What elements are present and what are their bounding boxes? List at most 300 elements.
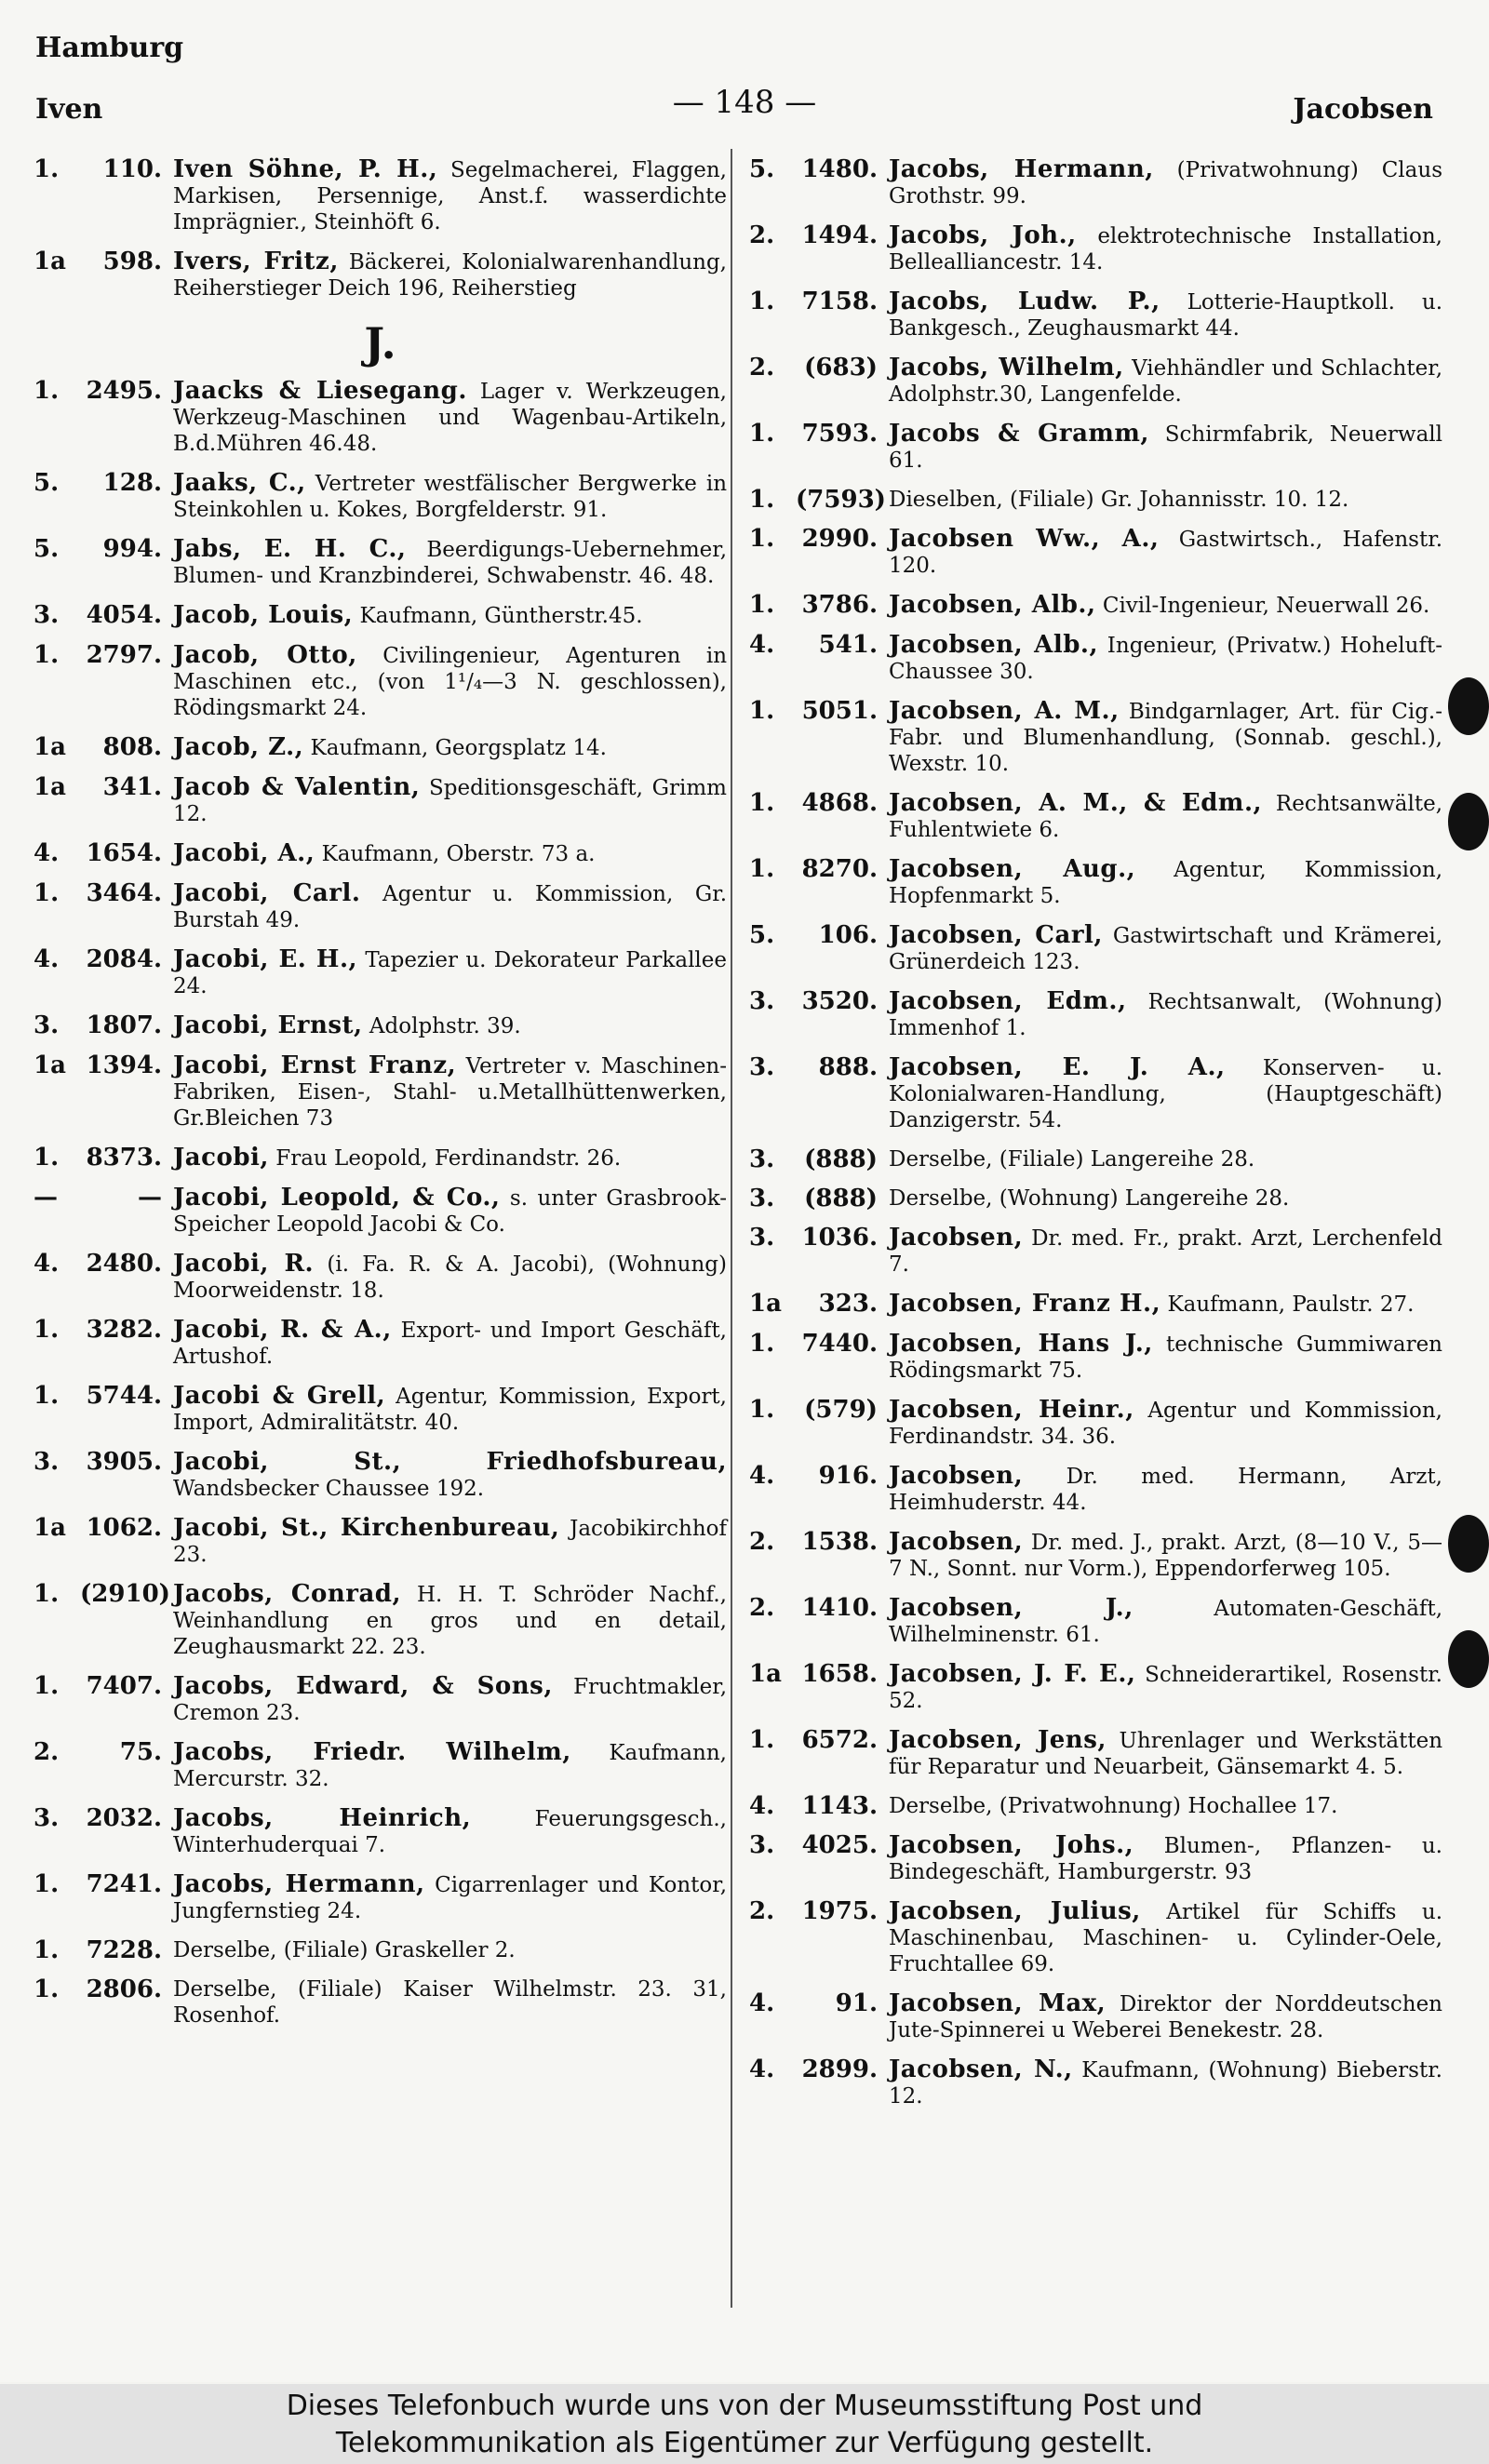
phone-number: 75. <box>119 1738 162 1766</box>
subscriber-name: Jacobsen, N., <box>889 2056 1073 2083</box>
subscriber-details: Export- und Import Geschäft, Artushof. <box>173 1319 727 1369</box>
exchange-code: 1. <box>34 1580 60 1608</box>
directory-entry <box>749 1727 1442 1780</box>
entry-text <box>173 1739 727 1792</box>
entry-text <box>173 1449 727 1502</box>
entry-number <box>749 1054 889 1080</box>
entry-text <box>889 355 1442 408</box>
subscriber-details: Beerdigungs-Uebernehmer, Blumen- und Kranzbinderei, Schwabenstr. 46. 48. <box>173 538 728 588</box>
entry-text <box>173 1805 727 1858</box>
entry-text <box>889 922 1442 975</box>
subscriber-details: Derselbe, (Filiale) Kaiser Wilhelmstr. 23. 31, Rosenhof. <box>173 1977 727 2028</box>
subscriber-name: Jacobs, Conrad, <box>173 1580 402 1608</box>
subscriber-details: (Privatwohnung) Claus Grothstr. 99. <box>889 158 1442 208</box>
phone-number: 8270. <box>801 855 878 883</box>
header-right-keyword: Jacobsen <box>1293 93 1433 126</box>
phone-number: 7228. <box>86 1936 162 1964</box>
entry-number <box>34 1145 173 1171</box>
section-letter-heading: J. <box>364 318 396 368</box>
exchange-code: 2. <box>749 1897 775 1925</box>
entry-number <box>34 734 173 760</box>
subscriber-name: Ivers, Fritz, <box>173 248 339 275</box>
subscriber-name: Jacobsen, Heinr., <box>889 1396 1134 1424</box>
entry-number <box>34 1805 173 1831</box>
subscriber-details: Bäckerei, Kolonialwarenhandlung, Reiherstieger Deich 196, Reiherstieg <box>173 250 727 301</box>
phone-number: 888. <box>818 1053 878 1081</box>
subscriber-details: Derselbe, (Filiale) Langereihe 28. <box>889 1147 1255 1172</box>
subscriber-details: Dr. med. Fr., prakt. Arzt, Lerchenfeld 7. <box>889 1226 1443 1277</box>
subscriber-name: Jacobsen, E. J. A., <box>889 1053 1226 1081</box>
exchange-code: 1. <box>34 377 60 405</box>
exchange-code: 1. <box>34 155 60 183</box>
subscriber-details: Kaufmann, Paulstr. 27. <box>1167 1292 1415 1317</box>
phone-number: 323. <box>818 1290 878 1318</box>
directory-entry <box>34 378 727 457</box>
entry-number <box>749 222 889 248</box>
entry-number <box>749 856 889 882</box>
subscriber-details: Agentur, Kommission, Hopfenmarkt 5. <box>889 858 1442 908</box>
subscriber-details: Konserven- u. Kolonialwaren-Handlung, (Hauptgeschäft) Danzigerstr. 54. <box>889 1056 1442 1132</box>
entry-text <box>889 1832 1442 1885</box>
exchange-code: 5. <box>749 921 775 949</box>
exchange-code: 1. <box>34 1975 60 2003</box>
entry-number <box>34 946 173 972</box>
phone-number: 7241. <box>86 1870 162 1898</box>
phone-number: 110. <box>102 155 162 183</box>
subscriber-details: Vertreter v. Maschinen-Fabriken, Eisen-, Stahl- u.Metallhüttenwerken, Gr.Bleichen 73 <box>173 1054 728 1131</box>
entry-number <box>749 1832 889 1858</box>
subscriber-name: Jacobsen, A. M., <box>889 697 1120 725</box>
subscriber-details: Blumen-, Pflanzen- u. Bindegeschäft, Hamburgerstr. 93 <box>889 1834 1442 1884</box>
phone-number: (2910) <box>80 1580 170 1608</box>
entry-number <box>34 774 173 800</box>
exchange-code: 3. <box>34 601 60 629</box>
entry-number <box>34 1251 173 1277</box>
entry-number <box>34 378 173 404</box>
exchange-code: 2. <box>749 221 775 249</box>
subscriber-details: Direktor der Norddeutschen Jute-Spinnerei u Weberei Benekestr. 28. <box>889 1992 1442 2042</box>
subscriber-details: Kaufmann, Oberstr. 73 a. <box>321 842 596 866</box>
subscriber-name: Jacob, Louis, <box>173 601 354 629</box>
subscriber-details: Fruchtmakler, Cremon 23. <box>173 1675 728 1725</box>
directory-entry <box>34 156 727 235</box>
entry-number <box>34 642 173 668</box>
directory-entry <box>34 1739 727 1792</box>
entry-number <box>749 922 889 948</box>
subscriber-name: Jacobsen, A. M., & Edm., <box>889 789 1263 817</box>
entry-text <box>173 1012 727 1039</box>
subscriber-details: Derselbe, (Wohnung) Langereihe 28. <box>889 1186 1290 1211</box>
entry-text <box>173 734 727 761</box>
subscriber-name: Jacobi, R. & A., <box>173 1316 392 1344</box>
subscriber-details: Kaufmann, (Wohnung) Bieberstr. 12. <box>889 2058 1442 2109</box>
exchange-code: 1. <box>34 1870 60 1898</box>
entry-number <box>749 698 889 724</box>
entry-number <box>34 1515 173 1541</box>
entry-text <box>173 642 727 721</box>
directory-entry <box>34 1937 727 1963</box>
entry-number <box>34 1937 173 1963</box>
exchange-code: 1. <box>34 641 60 669</box>
directory-entry <box>749 1529 1442 1582</box>
directory-entry <box>749 1054 1442 1133</box>
entry-text <box>173 1673 727 1726</box>
exchange-code: 5. <box>34 535 60 563</box>
subscriber-details: technische Gummiwaren Rödingsmarkt 75. <box>889 1332 1442 1383</box>
exchange-code: 1. <box>749 525 775 553</box>
directory-entry <box>749 922 1442 975</box>
exchange-code: 4. <box>749 631 775 659</box>
exchange-code: 3. <box>749 1831 775 1859</box>
directory-entry <box>749 1397 1442 1450</box>
subscriber-details: Gastwirtsch., Hafenstr. 120. <box>889 528 1443 578</box>
punch-hole-mark <box>1448 1630 1489 1688</box>
directory-entry <box>34 1805 727 1858</box>
entry-number <box>749 790 889 816</box>
phone-number: — <box>138 1184 162 1212</box>
entry-text <box>889 1727 1442 1780</box>
phone-number: (888) <box>804 1145 878 1173</box>
directory-entry <box>34 1449 727 1502</box>
subscriber-details: Adolphstr. 39. <box>369 1014 521 1038</box>
entry-number <box>749 421 889 447</box>
subscriber-name: Jacobi, Leopold, & Co., <box>173 1184 501 1212</box>
directory-entry <box>749 222 1442 275</box>
phone-number: 1807. <box>86 1011 162 1039</box>
entry-text <box>889 1463 1442 1516</box>
subscriber-name: Jacobsen, Max, <box>889 1989 1107 2017</box>
subscriber-name: Jacobsen, J. F. E., <box>889 1660 1136 1688</box>
subscriber-name: Jaacks & Liesegang. <box>173 377 467 405</box>
entry-number <box>749 1898 889 1924</box>
phone-number: 1658. <box>801 1660 878 1688</box>
directory-entry <box>34 774 727 827</box>
entry-number <box>749 988 889 1014</box>
directory-entry <box>34 1251 727 1304</box>
subscriber-name: Jacobi, Ernst, <box>173 1011 363 1039</box>
subscriber-name: Jacobsen, Aug., <box>889 855 1136 883</box>
subscriber-name: Jacobi, St., Friedhofsbureau, <box>173 1448 727 1476</box>
phone-number: 2990. <box>801 525 878 553</box>
subscriber-details: Lotterie-Hauptkoll. u. Bankgesch., Zeughausmarkt 44. <box>889 290 1443 341</box>
directory-entry <box>34 1052 727 1132</box>
subscriber-name: Jacobsen, Hans J., <box>889 1330 1153 1358</box>
footer-line-1: Dieses Telefonbuch wurde uns von der Museumsstiftung Post und <box>286 2390 1203 2422</box>
exchange-code: 1. <box>34 1144 60 1172</box>
entry-number <box>34 536 173 562</box>
subscriber-name: Jacobs, Ludw. P., <box>889 288 1160 315</box>
phone-number: (579) <box>804 1396 878 1424</box>
entry-number <box>34 840 173 866</box>
subscriber-name: Jacobi, E. H., <box>173 945 358 973</box>
directory-entry <box>34 946 727 999</box>
subscriber-name: Jacobs, Friedr. Wilhelm, <box>173 1738 571 1766</box>
entry-number <box>749 487 889 513</box>
entry-text <box>173 1383 727 1436</box>
subscriber-name: Jacobs, Wilhelm, <box>889 354 1124 382</box>
directory-entry <box>749 355 1442 408</box>
entry-number <box>34 1673 173 1699</box>
entry-text <box>173 1976 727 2029</box>
exchange-code: 1. <box>34 879 60 907</box>
exchange-code: 3. <box>749 987 775 1015</box>
phone-number: 4025. <box>801 1831 878 1859</box>
entry-number <box>34 1317 173 1343</box>
subscriber-details: Schirmfabrik, Neuerwall 61. <box>889 422 1442 473</box>
entry-text <box>173 880 727 933</box>
entry-number <box>34 1739 173 1765</box>
directory-entry <box>749 632 1442 685</box>
phone-number: 3520. <box>801 987 878 1015</box>
entry-text <box>173 840 727 867</box>
exchange-code: 2. <box>749 1594 775 1622</box>
directory-entry <box>749 421 1442 474</box>
subscriber-name: Jacobi, Ernst Franz, <box>173 1051 457 1079</box>
phone-number: 4054. <box>86 601 162 629</box>
entry-number <box>749 1185 889 1212</box>
subscriber-details: Gastwirtschaft und Krämerei, Grünerdeich 123. <box>889 924 1443 974</box>
phone-number: 106. <box>818 921 878 949</box>
directory-entry <box>749 698 1442 777</box>
entry-number <box>34 1052 173 1078</box>
subscriber-name: Jacobi, St., Kirchenbureau, <box>173 1514 560 1542</box>
subscriber-name: Jacobsen, Alb., <box>889 631 1098 659</box>
subscriber-name: Jacobi & Grell, <box>173 1382 386 1410</box>
subscriber-name: Jacobs, Edward, & Sons, <box>173 1672 553 1700</box>
directory-entry <box>749 526 1442 579</box>
entry-text <box>889 632 1442 685</box>
directory-entry <box>749 592 1442 619</box>
phone-number: 341. <box>102 773 162 801</box>
header-left-keyword: Iven <box>35 93 103 126</box>
exchange-code: 3. <box>749 1185 775 1212</box>
directory-entry <box>749 1331 1442 1384</box>
entry-number <box>34 156 173 182</box>
subscriber-details: Agentur, Kommission, Export, Import, Admiralitätstr. 40. <box>173 1385 727 1435</box>
entry-number <box>749 1146 889 1172</box>
subscriber-name: Jacobi, <box>173 1144 269 1172</box>
directory-entry <box>34 1515 727 1568</box>
exchange-code: 1. <box>749 288 775 315</box>
subscriber-name: Jacobsen, Alb., <box>889 591 1096 619</box>
subscriber-name: Iven Söhne, P. H., <box>173 155 438 183</box>
exchange-code: 3. <box>34 1804 60 1832</box>
entry-text <box>173 378 727 457</box>
directory-entry <box>749 288 1442 341</box>
phone-number: 3786. <box>801 591 878 619</box>
directory-entry <box>749 1832 1442 1885</box>
entry-text <box>889 1898 1442 1977</box>
phone-number: 7407. <box>86 1672 162 1700</box>
exchange-code: 1. <box>749 486 775 514</box>
subscriber-name: Jacobsen, <box>889 1462 1024 1490</box>
subscriber-name: Jacob, Z., <box>173 733 304 761</box>
entry-text <box>889 1397 1442 1450</box>
entry-text <box>889 1661 1442 1714</box>
phone-number: 128. <box>102 469 162 497</box>
subscriber-details: Derselbe, (Filiale) Graskeller 2. <box>173 1938 516 1962</box>
entry-text <box>889 988 1442 1041</box>
exchange-code: 4. <box>34 839 60 867</box>
directory-entry <box>34 1976 727 2029</box>
entry-text <box>889 156 1442 209</box>
entry-text <box>173 1251 727 1304</box>
entry-text <box>173 1052 727 1132</box>
subscriber-details: elektrotechnische Installation, Bellealliancestr. 14. <box>889 224 1442 275</box>
subscriber-name: Jacobsen, Julius, <box>889 1897 1141 1925</box>
entry-number <box>749 288 889 315</box>
phone-number: 2797. <box>86 641 162 669</box>
exchange-code: 4. <box>749 1989 775 2017</box>
entry-number <box>749 1793 889 1819</box>
entry-number <box>749 1463 889 1489</box>
subscriber-name: Jacobs, Hermann, <box>173 1870 425 1898</box>
exchange-code: 1. <box>749 789 775 817</box>
directory-entry <box>34 880 727 933</box>
phone-number: 1143. <box>801 1792 878 1820</box>
subscriber-name: Jabs, E. H. C., <box>173 535 407 563</box>
subscriber-details: Derselbe, (Privatwohnung) Hochallee 17. <box>889 1794 1338 1818</box>
subscriber-name: Jaaks, C., <box>173 469 306 497</box>
directory-entry <box>34 734 727 761</box>
subscriber-name: Jacobi, R. <box>173 1250 315 1278</box>
entry-number <box>749 1225 889 1251</box>
entry-text <box>173 1185 727 1238</box>
directory-entry <box>34 642 727 721</box>
phone-number: 5051. <box>801 697 878 725</box>
left-entries-before <box>34 156 727 301</box>
subscriber-details: Kaufmann, Güntherstr.45. <box>359 604 643 628</box>
subscriber-name: Jacobsen, Carl, <box>889 921 1103 949</box>
exchange-code: 4. <box>34 1250 60 1278</box>
entry-text <box>173 946 727 999</box>
phone-number: 3464. <box>86 879 162 907</box>
subscriber-details: Tapezier u. Dekorateur Parkallee 24. <box>173 948 727 998</box>
entry-text <box>889 698 1442 777</box>
subscriber-name: Jacobsen, <box>889 1224 1024 1252</box>
entry-text <box>889 1331 1442 1384</box>
entry-number <box>749 1661 889 1687</box>
entry-number <box>749 355 889 381</box>
exchange-code: 2. <box>749 1528 775 1556</box>
column-divider <box>731 149 732 2308</box>
subscriber-name: Jacobsen, Edm., <box>889 987 1127 1015</box>
entry-text <box>173 1937 727 1963</box>
entry-number <box>749 1727 889 1753</box>
entry-text <box>889 1291 1442 1318</box>
subscriber-details: Vertreter westfälischer Bergwerke in Steinkohlen u. Kokes, Borgfelderstr. 91. <box>173 472 728 522</box>
right-column <box>749 156 1442 2123</box>
phone-number: 91. <box>835 1989 878 2017</box>
entry-text <box>889 790 1442 843</box>
entry-text <box>889 1054 1442 1133</box>
entry-text <box>889 421 1442 474</box>
directory-entry <box>34 1145 727 1172</box>
exchange-code: 1a <box>34 1051 66 1079</box>
subscriber-name: Jacob, Otto, <box>173 641 357 669</box>
phone-number: 2899. <box>801 2056 878 2083</box>
exchange-code: 1a <box>34 1514 66 1542</box>
entry-text <box>173 156 727 235</box>
subscriber-name: Jacobsen, J., <box>889 1594 1134 1622</box>
subscriber-details: Speditionsgeschäft, Grimm 12. <box>173 776 727 826</box>
phone-number: 1062. <box>86 1514 162 1542</box>
subscriber-details: Segelmacherei, Flaggen, Markisen, Persennige, Anst.f. wasserdichte Imprägnier., Steinhöft 6. <box>173 158 727 234</box>
exchange-code: 1. <box>749 855 775 883</box>
subscriber-details: Agentur und Kommission, Ferdinandstr. 34. 36. <box>889 1399 1442 1449</box>
entry-number <box>34 470 173 496</box>
entry-number <box>34 602 173 628</box>
entry-number <box>749 156 889 182</box>
exchange-code: 1. <box>749 420 775 448</box>
entry-number <box>34 1383 173 1409</box>
subscriber-name: Jacobs & Gramm, <box>889 420 1149 448</box>
entry-text <box>173 1871 727 1924</box>
exchange-code: 2. <box>34 1738 60 1766</box>
directory-entry <box>749 988 1442 1041</box>
phone-number: 1654. <box>86 839 162 867</box>
phone-number: 994. <box>102 535 162 563</box>
entry-text <box>889 526 1442 579</box>
entry-number <box>34 1581 173 1607</box>
phone-number: 7593. <box>801 420 878 448</box>
subscriber-details: Civilingenieur, Agenturen in Maschinen etc., (von 1¹/₄—3 N. geschlossen), Rödingsmarkt 24. <box>173 644 728 720</box>
entry-text <box>889 1146 1442 1172</box>
phone-number: 3905. <box>86 1448 162 1476</box>
subscriber-name: Jacobsen, Franz H., <box>889 1290 1161 1318</box>
exchange-code: — <box>34 1184 58 1212</box>
exchange-code: 1. <box>34 1382 60 1410</box>
subscriber-name: Jacobsen, <box>889 1528 1024 1556</box>
exchange-code: 3. <box>749 1224 775 1252</box>
directory-entry <box>749 1661 1442 1714</box>
phone-number: 1036. <box>801 1224 878 1252</box>
subscriber-details: Civil-Ingenieur, Neuerwall 26. <box>1102 594 1430 618</box>
entry-number <box>34 1449 173 1475</box>
subscriber-details: Dr. med. J., prakt. Arzt, (8—10 V., 5—7 N., Sonnt. nur Vorm.), Eppendorferweg 105. <box>889 1531 1442 1581</box>
footer-line-2: Telekommunikation als Eigentümer zur Verfügung gestellt. <box>335 2427 1154 2459</box>
phone-number: 5744. <box>86 1382 162 1410</box>
left-column <box>34 156 727 2042</box>
subscriber-details: Viehhändler und Schlachter, Adolphstr.30, Langenfelde. <box>889 356 1443 407</box>
phone-number: 1538. <box>801 1528 878 1556</box>
subscriber-details: Kaufmann, Georgsplatz 14. <box>310 736 607 760</box>
directory-entry <box>749 1990 1442 2043</box>
entry-text <box>889 222 1442 275</box>
exchange-code: 5. <box>749 155 775 183</box>
phone-number: 1410. <box>801 1594 878 1622</box>
header-city: Hamburg <box>35 32 184 64</box>
subscriber-details: Frau Leopold, Ferdinandstr. 26. <box>275 1146 622 1171</box>
phone-number: 4868. <box>801 789 878 817</box>
subscriber-details: Cigarrenlager und Kontor, Jungfernstieg 24. <box>173 1873 728 1923</box>
phone-number: 541. <box>818 631 878 659</box>
entry-text <box>173 602 727 629</box>
exchange-code: 1. <box>749 1726 775 1754</box>
exchange-code: 1. <box>34 1672 60 1700</box>
entry-number <box>34 1871 173 1897</box>
directory-entry <box>34 1871 727 1924</box>
entry-number <box>749 1331 889 1357</box>
directory-entry <box>749 1146 1442 1172</box>
subscriber-details: Jacobikirchhof 23. <box>173 1517 728 1567</box>
directory-entry <box>34 1185 727 1238</box>
directory-entry <box>34 602 727 629</box>
subscriber-details: Uhrenlager und Werkstätten für Reparatur und Neuarbeit, Gänsemarkt 4. 5. <box>889 1729 1443 1779</box>
phone-number: (7593) <box>796 486 886 514</box>
entry-number <box>749 1990 889 2016</box>
subscriber-name: Jacobsen, Johs., <box>889 1831 1134 1859</box>
